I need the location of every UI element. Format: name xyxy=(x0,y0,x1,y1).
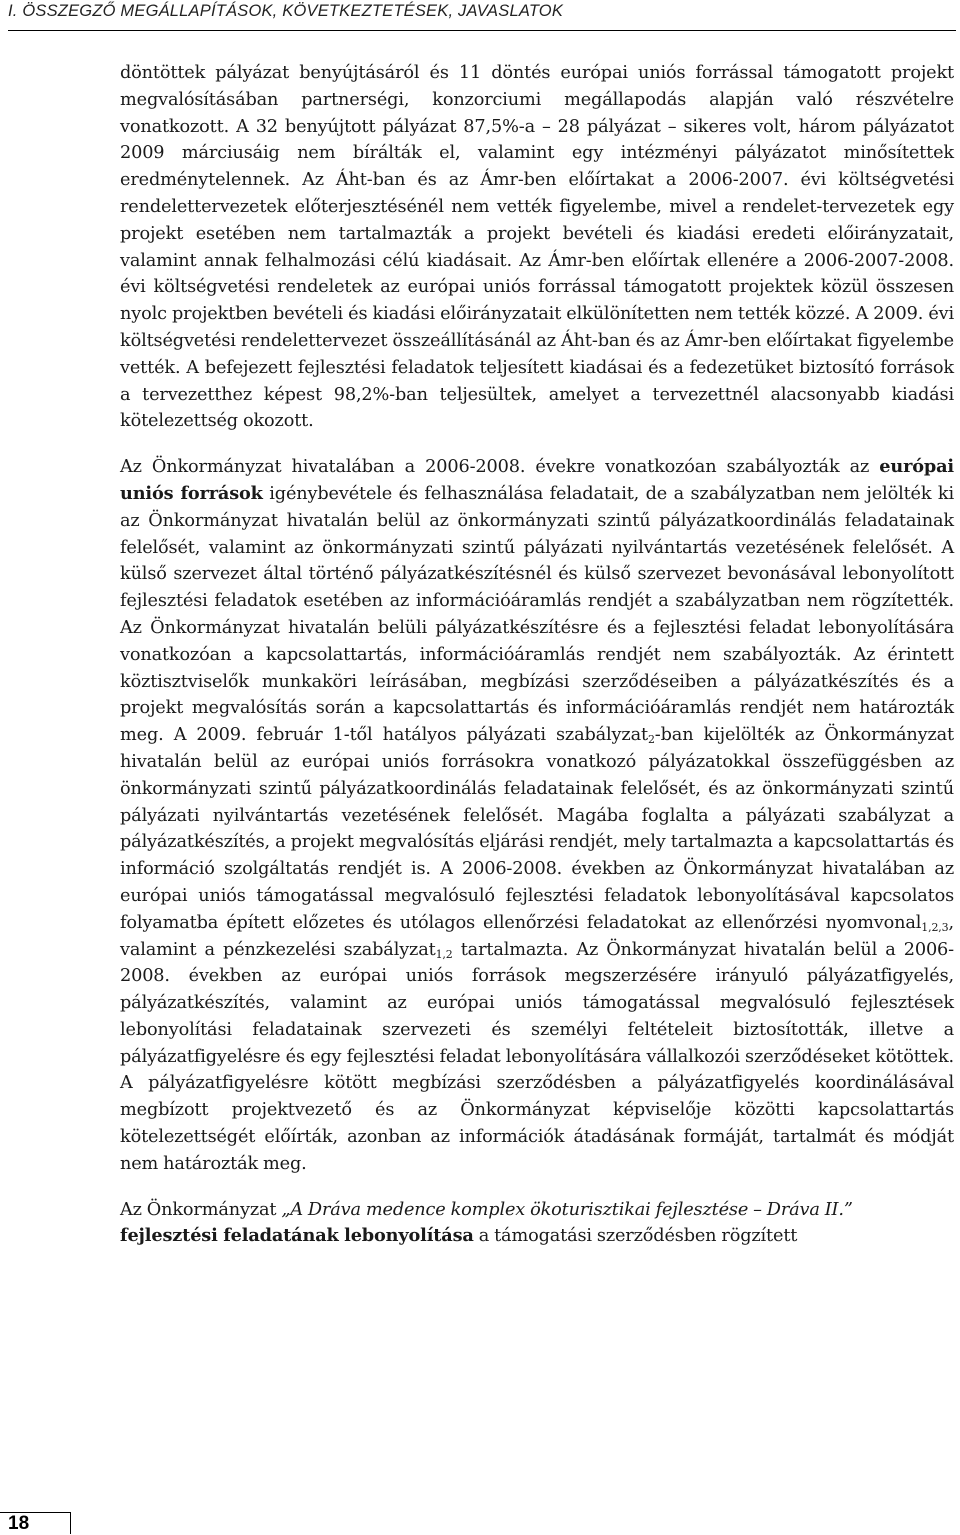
page-number: 18 xyxy=(8,1513,30,1534)
paragraph-2-text-c: -ban kijelölték az Önkormányzat hivatalán belül az európai uniós forrásokra vonatkozó pályázatokkal összefüggésben az önkormányzati szintű pályázatkoordinálás feladatainak felelősét, és az önkormányzati szintű pályázati nyilvántartás vezetésének felelősét. Magába foglalta a pályázati szabályzat a pályázatkészítés, a projekt megvalósítás eljárási rendjét, mely tartalmazta a kapcsolattartás és információ szolgáltatás rendjét is. A 2006-2008. években az Önkormányzat hivatalában az európai uniós támogatással megvalósuló fejlesztési feladatok lebonyolításával kapcsolatos folyamatba épített előzetes és utólagos ellenőrzési feladatokat az ellenőrzési nyomvonal xyxy=(120,725,954,933)
page-header xyxy=(8,0,956,31)
bold-term-eu-sources: európai uniós források xyxy=(120,456,954,504)
footer-vertical-rule xyxy=(70,1512,71,1534)
chapter-title: I. ÖSSZEGZŐ MEGÁLLAPÍTÁSOK, KÖVETKEZTETÉSEK, JAVASLATOK xyxy=(8,2,564,20)
paragraph-2-text-a: Az Önkormányzat hivatalában a 2006-2008. évekre vonatkozóan szabályozták az xyxy=(120,457,880,478)
paragraph-2 xyxy=(120,454,954,1178)
paragraph-3-text-b: a támogatási szerződésben rögzített xyxy=(473,1226,798,1247)
bold-term-task: fejlesztési feladatának lebonyolítása xyxy=(120,1225,474,1247)
paragraph-2-text-e: tartalmazta. Az Önkormányzat hivatalán belül a 2006-2008. években az európai uniós források megszerzésére irányuló pályázatfigyelés, pályázatkészítés, valamint az európai uniós támogatással megvalósuló fejlesztések lebonyolítási feladatainak szervezeti és személyi feltételeit biztosították, illetve a pályázatfigyelésre és egy fejlesztési feladat lebonyolítására vállalkozói szerződéseket kötöttek. A pályázatfigyelésre kötött megbízási szerződésben a pályázatfigyelés koordinálásával megbízott projektvezető és az Önkormányzat képviselője közötti kapcsolattartás kötelezettségét előírták, azonban az információk átadásának formáját, tartalmát és módját nem határozták meg. xyxy=(120,939,954,1174)
paragraph-2-text-d: , valamint a pénzkezelési szabályzat xyxy=(120,912,954,960)
paragraph-2-text-b: igénybevétele és felhasználása feladatait, de a szabályzatban nem jelölték ki az Önkormányzat hivatalán belül az önkormányzati szintű pályázatkoordinálás feladatainak felelősét, valamint az önkormányzati szintű pályázati nyilvántartás vezetésének felelősét. A külső szervezet által történő pályázatkészítésnél és külső szervezet bevonásával lebonyolított fejlesztési feladatok esetében az információáramlás rendjét a szabályzatban nem rögzítették. Az Önkormányzat hivatalán belüli pályázatkészítésre és a fejlesztési feladat lebonyolítására vonatkozóan a kapcsolattartás, információáramlás rendjét nem szabályozták. Az érintett köztisztviselők munkaköri leírásában, megbízási szerződéseiben a pályázatkészítés és a projekt megvalósítás során a kapcsolattartás és információáramlás rendjét nem határozták meg. A 2009. február 1-től hatályos pályázati szabályzat xyxy=(120,483,954,746)
footnote-ref-2: 2 xyxy=(647,733,655,747)
paragraph-3-text-a: Az Önkormányzat xyxy=(120,1199,282,1220)
project-title-italic: „A Dráva medence komplex ökoturisztikai fejlesztése – Dráva II.” xyxy=(281,1199,853,1220)
footnote-ref-123: 1,2,3 xyxy=(921,920,949,934)
footnote-ref-12: 1,2 xyxy=(435,947,453,961)
paragraph-3 xyxy=(120,1197,954,1251)
paragraph-1: döntöttek pályázat benyújtásáról és 11 döntés európai uniós forrással támogatott projekt megvalósításában partnerségi, konzorciumi megállapodás alapján való részvételre vonatkozott. A 32 benyújtott pályázat 87,5%-a – 28 pályázat – sikeres volt, három pályázatot 2009 márciusáig nem bírálták el, valamint egy intézményi pályázatot minősítettek eredménytelennek. Az Áht-ban és az Ámr-ben előírtakat a 2006-2007. évi költségvetési rendelettervezetek előterjesztésénél nem vették figyelembe, mivel a rendelet-tervezetek egy projekt esetében nem tartalmazták a projekt bevételi és kiadási eredeti előirányzatait, valamint annak felhalmozási célú kiadásait. Az Ámr-ben előírtak ellenére a 2006-2007-2008. évi költségvetési rendeletek az európai uniós forrással támogatott projektek közül összesen nyolc projektben bevételi és kiadási előirányzatait elkülönítetten nem tették közzé. A 2009. évi költségvetési rendelettervezet összeállításánál az Áht-ban és az Ámr-ben előírtakat figyelembe vették. A befejezett fejlesztési feladatok teljesített kiadásai és a fedezetüket biztosító források a tervezetthez képest 98,2%-ban teljesültek, amelyet a tervezettnél alacsonyabb kiadási kötelezettség okozott. xyxy=(120,63,954,432)
document-body xyxy=(120,60,954,1250)
